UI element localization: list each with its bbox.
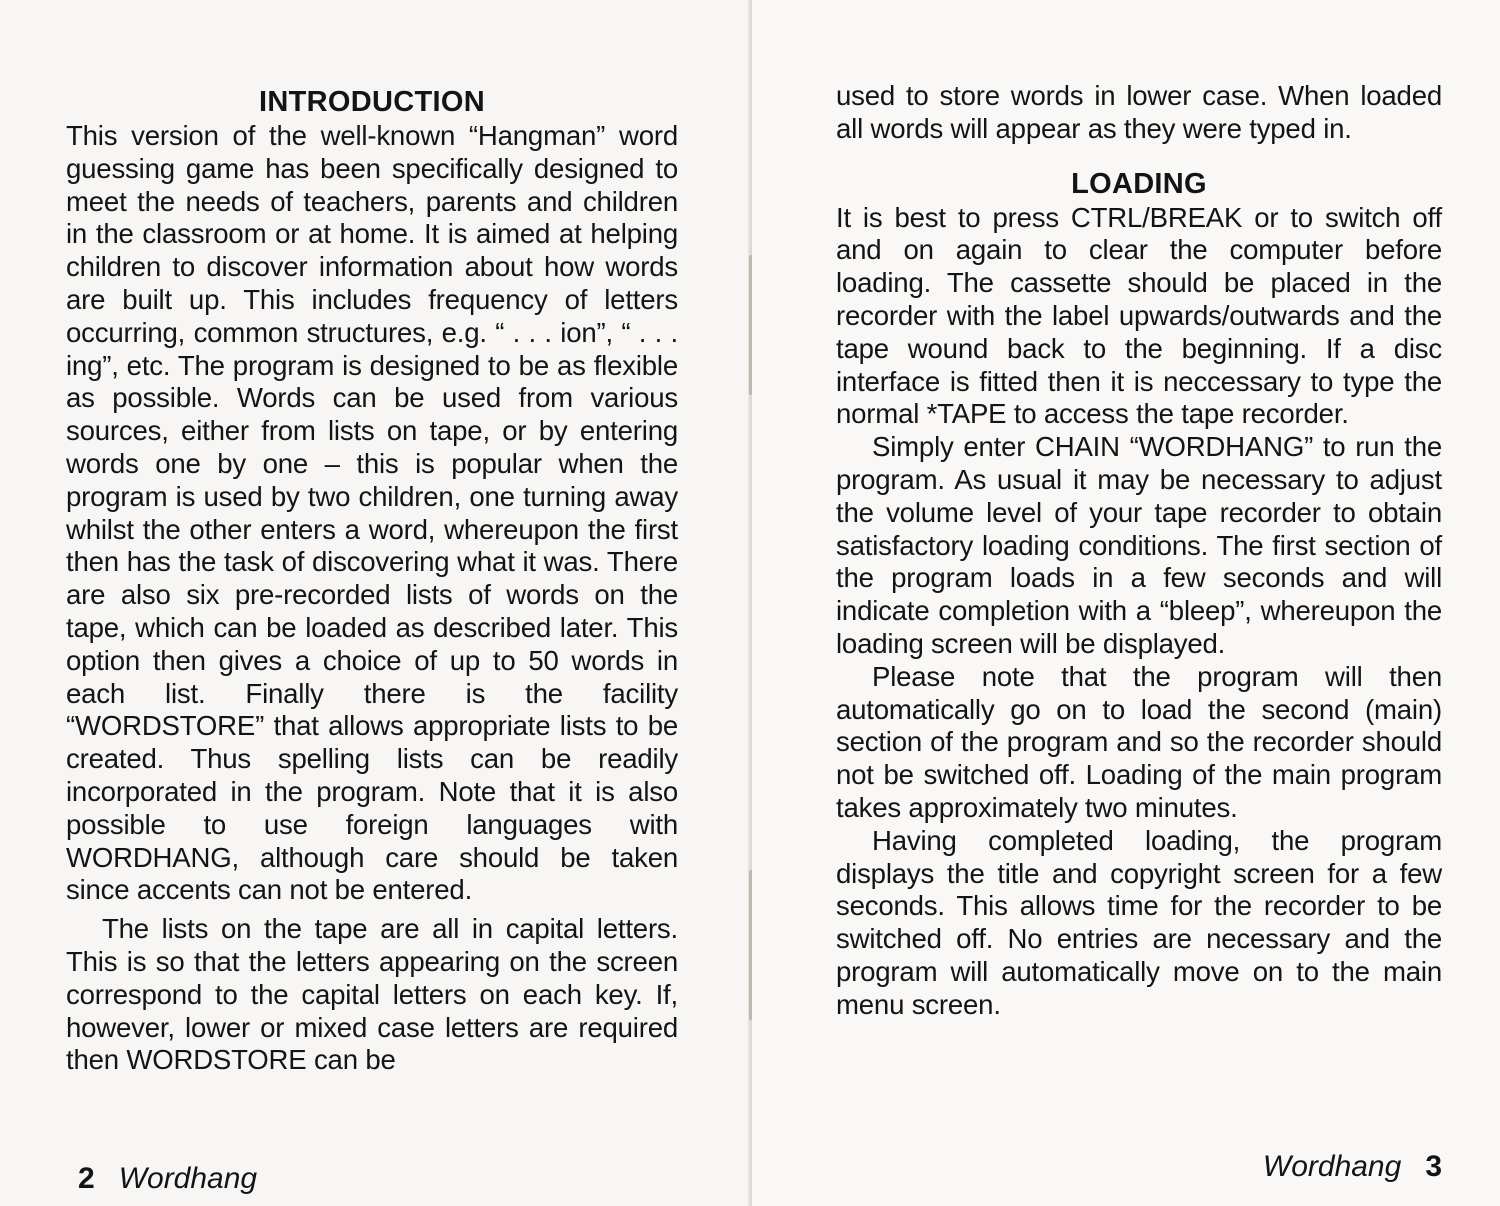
- loading-paragraph-3: Please note that the program will then automatically go on to load the second (main) section of the program and so the recorder should not be switched off. Loading of the main program takes approximately two minutes.: [836, 660, 1442, 823]
- page-number-2: 2: [78, 1162, 95, 1195]
- loading-paragraph-2: Simply enter CHAIN “WORDHANG” to run the program. As usual it may be necessary to adjust the volume level of your tape recorder to obtain satisfactory loading conditions. The first section of the program loads in a few seconds and will indicate completion with a “bleep”, whereupon the loading screen will be displayed.: [836, 431, 1442, 659]
- page-number-3: 3: [1425, 1150, 1442, 1183]
- right-text-column: [836, 80, 1442, 1022]
- left-text-column: [66, 86, 678, 1077]
- intro-paragraph-2: The lists on the tape are all in capital letters. This is so that the letters appearing on the screen correspond to the capital letters on each key. If, however, lower or mixed case letters are required then WORDSTORE can be: [66, 913, 678, 1076]
- introduction-heading: INTRODUCTION: [259, 86, 485, 118]
- loading-paragraph-4: Having completed loading, the program displays the title and copyright screen for a few seconds. This allows time for the recorder to be switched off. No entries are necessary and the program will automatically move on to the main menu screen.: [836, 824, 1442, 1020]
- intro-paragraph-1: This version of the well-known “Hangman” word guessing game has been specifically designed to meet the needs of teachers, parents and children in the classroom or at home. It is aimed at helping children to discover information about how words are built up. This includes frequency of letters occurring, common structures, e.g. “ . . . ion”, “ . . . ing”, etc. The program is designed to be as flexible as possible. Words can be used from various sources, either from lists on tape, or by entering words one by one – this is popular when the program is used by two children, one turning away whilst the other enters a word, whereupon the first then has the task of discovering what it was. There are also six pre-recorded lists of words on the tape, which can be loaded as described later. This option then gives a choice of up to 50 words in each list. Finally there is the facility “WORDSTORE” that allows appropriate lists to be created. Thus spelling lists can be readily incorporated in the program. Note that it is also possible to use foreign languages with WORDHANG, although care should be taken since accents can not be entered.: [66, 120, 678, 906]
- running-title-right: Wordhang: [1262, 1150, 1402, 1183]
- left-page-footer: [78, 1162, 257, 1196]
- loading-heading: LOADING: [1071, 167, 1207, 200]
- running-title-left: Wordhang: [118, 1162, 258, 1195]
- right-page: [752, 0, 1500, 1206]
- loading-paragraph-1: It is best to press CTRL/BREAK or to switch off and on again to clear the computer before loading. The cassette should be placed in the recorder with the label upwards/outwards and the tape wound back to the beginning. If a disc interface is fitted then it is neccessary to type the normal *TAPE to access the tape recorder.: [836, 201, 1442, 430]
- right-page-footer: [1263, 1150, 1442, 1184]
- continued-paragraph: used to store words in lower case. When loaded all words will appear as they were typed in.: [836, 80, 1442, 144]
